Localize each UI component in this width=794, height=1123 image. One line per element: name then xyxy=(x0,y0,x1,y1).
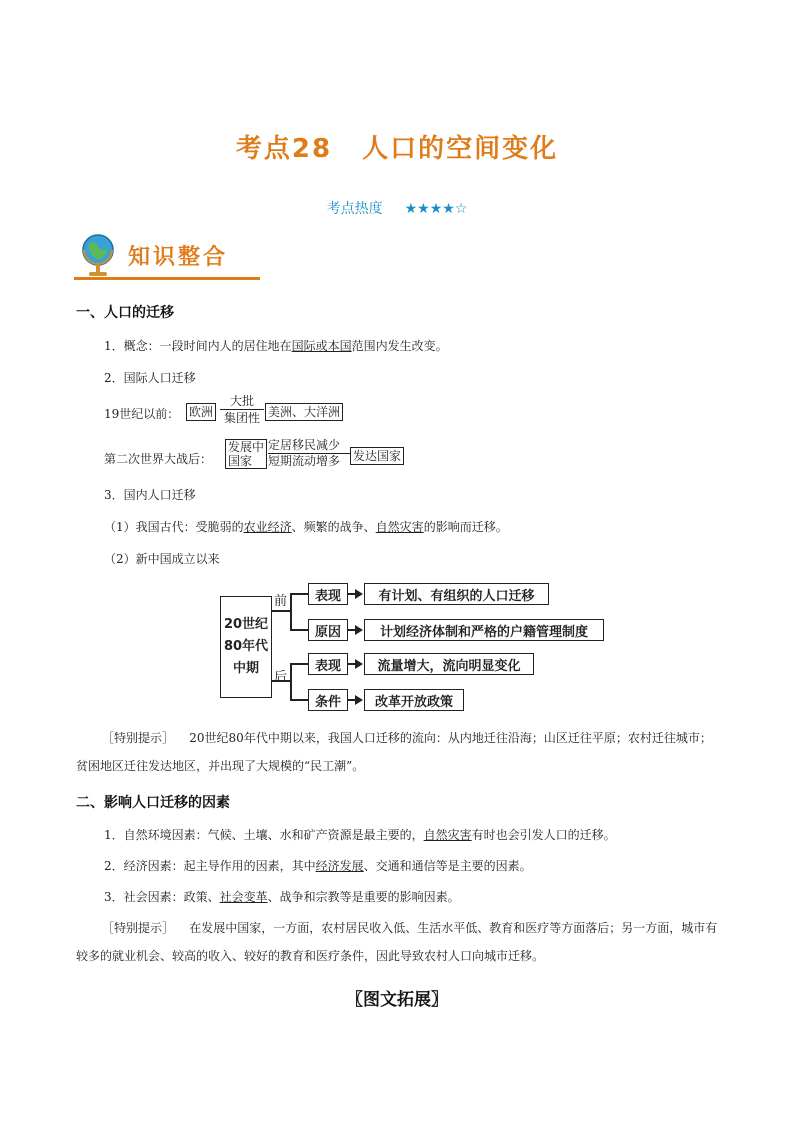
row-ww2-middle: 定居移民减少 短期流动增多 xyxy=(268,438,350,469)
banner-underline xyxy=(74,277,260,280)
factor-natural: 1．自然环境因素：气候、土壤、水和矿产资源是最主要的，自然灾害有时也会引发人口的迁移。 xyxy=(104,828,616,842)
connector xyxy=(290,629,308,631)
box-developed-countries: 发达国家 xyxy=(350,447,404,465)
connector xyxy=(290,593,308,595)
flow-node-text: 计划经济体制和严格的户籍管理制度 xyxy=(364,619,604,641)
flow-node-label: 表现 xyxy=(308,653,348,675)
banner-title: 知识整合 xyxy=(128,245,229,270)
flow-node-text: 改革开放政策 xyxy=(364,689,464,711)
arrow-head xyxy=(355,625,363,635)
flow-node-label: 条件 xyxy=(308,689,348,711)
flow-node-label: 原因 xyxy=(308,619,348,641)
connector xyxy=(290,663,292,700)
label-before: 前 xyxy=(274,594,288,609)
heat-label: 考点热度 xyxy=(326,201,383,217)
arrow-head xyxy=(355,659,363,669)
row-19c-label: 19世纪以前： xyxy=(104,407,180,421)
row-ww2-label: 第二次世界大战后： xyxy=(104,452,213,466)
factor-economic: 2．经济因素：起主导作用的因素，其中经济发展、交通和通信等是主要的因素。 xyxy=(104,859,532,873)
item-domestic-migration: 3．国内人口迁移 xyxy=(104,488,196,502)
globe-icon xyxy=(78,232,118,280)
title-topic-name: 人口的空间变化 xyxy=(362,134,559,164)
item-international-migration: 2．国际人口迁移 xyxy=(104,371,196,385)
factor-social: 3．社会因素：政策、社会变革、战争和宗教等是重要的影响因素。 xyxy=(104,890,460,904)
title-topic-number: 考点28 xyxy=(235,134,333,164)
connector xyxy=(290,663,308,665)
connector xyxy=(271,610,291,612)
section-heading-factors: 二、影响人口迁移的因素 xyxy=(76,795,230,811)
figure-expansion-heading: 〖图文拓展〗 xyxy=(346,990,448,1010)
sub-new-china: （2）新中国成立以来 xyxy=(104,552,220,566)
connector xyxy=(290,699,308,701)
flow-node-text: 流量增大，流向明显变化 xyxy=(364,653,534,675)
keyword-underlined: 国际或本国 xyxy=(291,339,352,353)
special-tip-2: ［特别提示］ 在发展中国家，一方面，农村居民收入低、生活水平低、教育和医疗等方面落后；另一方面，城市有较多的就业机会、较高的收入、较好的教育和医疗条件，因此导致农村人口向城市迁移。 xyxy=(76,921,718,963)
tip-label: ［特别提示］ xyxy=(102,921,175,935)
box-americas-oceania: 美洲、大洋洲 xyxy=(265,403,343,421)
heat-rating xyxy=(0,198,794,218)
flow-root: 20世纪 80年代 中期 xyxy=(220,596,272,698)
flow-node-text: 有计划、有组织的人口迁移 xyxy=(364,583,549,605)
page-title xyxy=(0,128,794,165)
item-concept: 1．概念：一段时间内人的居住地在国际或本国范围内发生改变。 xyxy=(104,339,448,353)
arrow-head xyxy=(355,695,363,705)
label-after: 后 xyxy=(274,670,288,685)
section-heading-migration: 一、人口的迁移 xyxy=(76,305,174,321)
arrow-head xyxy=(355,589,363,599)
box-europe: 欧洲 xyxy=(186,403,216,421)
row-19c-middle: 大批 集团性 xyxy=(220,393,264,426)
heat-stars: ★★★★☆ xyxy=(404,201,468,217)
connector xyxy=(290,593,292,630)
tip-label: ［特别提示］ xyxy=(102,731,175,745)
flow-node-label: 表现 xyxy=(308,583,348,605)
box-developing-countries: 发展中 国家 xyxy=(225,439,267,469)
sub-ancient: （1）我国古代：受脆弱的农业经济、频繁的战争、自然灾害的影响而迁移。 xyxy=(104,520,508,534)
special-tip-1: ［特别提示］ 20世纪80年代中期以来，我国人口迁移的流向：从内地迁往沿海；山区迁往平原；农村迁往城市；贫困地区迁往发达地区，并出现了大规模的“民工潮”。 xyxy=(76,731,712,773)
